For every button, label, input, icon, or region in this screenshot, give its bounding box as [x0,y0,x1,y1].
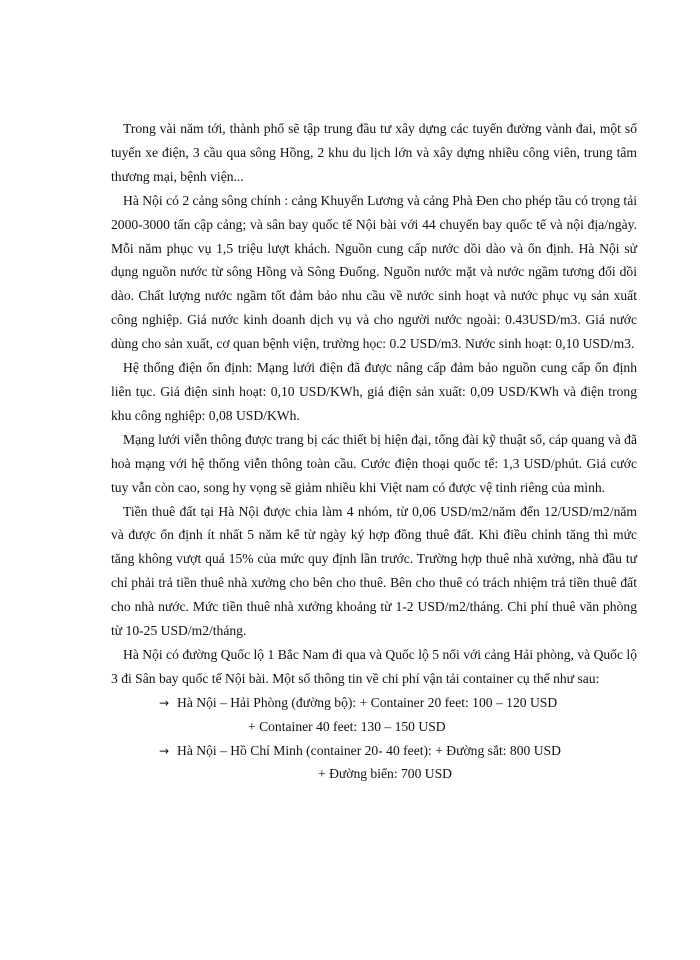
paragraph-transport-roads: Hà Nội có đường Quốc lộ 1 Bắc Nam đi qua và Quốc lộ 5 nối với cảng Hải phòng, và Quốc lộ 3 đi Sân bay quốc tế Nội bài. Một số thông tin về chi phí vận tải container cụ thể như sau: [111,646,637,686]
paragraph-land-rent: Tiền thuê đất tại Hà Nội được chia làm 4 nhóm, từ 0,06 USD/m2/năm đến 12/USD/m2/năm và được ổn định ít nhất 5 năm kể từ ngày ký hợp đồng thuê đất. Khi điều chỉnh tăng thì mức tăng không vượt quá 15% của mức quy định lần trước. Trường hợp thuê nhà xưởng, nhà đầu tư chỉ phải trả tiền thuê nhà xưởng cho bên cho thuê. Bên cho thuê có trách nhiệm trả tiền thuê đất cho nhà nước. Mức tiền thuê nhà xưởng khoảng từ 1-2 USD/m2/tháng. Chi phí thuê văn phòng từ 10-25 USD/m2/tháng. [111,503,637,639]
list-item-haiphong-40ft [111,715,637,739]
paragraph-telecom: Mạng lưới viễn thông được trang bị các thiết bị hiện đại, tổng đài kỹ thuật số, cáp quang và đã hoà mạng với hệ thống viễn thông toàn cầu. Cước điện thoại quốc tế: 1,3 USD/phút. Giá cước tuy vẫn còn cao, song hy vọng sẽ giảm nhiều khi Việt nam có được vệ tinh riêng của mình. [111,431,637,495]
document-page [111,117,637,786]
arrow-right-icon: → [159,695,170,710]
list-item-hcm-sea [111,762,637,786]
paragraph-development-plans: Trong vài năm tới, thành phố sẽ tập trung đầu tư xây dựng các tuyến đường vành đai, một số tuyến xe điện, 3 cầu qua sông Hồng, 2 khu du lịch lớn và xây dựng nhiều công viên, trung tâm thương mại, bệnh viện... [111,121,637,184]
haiphong-cost-text: Hà Nội – Hải Phòng (đường bộ): + Container 20 feet: 100 – 120 USD [177,694,558,710]
arrow-right-icon: → [159,743,170,758]
paragraph-electricity: Hệ thống điện ổn định: Mạng lưới điện đã được nâng cấp đảm bảo nguồn cung cấp ổn định liên tục. Giá điện sinh hoạt: 0,10 USD/KWh, giá điện sản xuất: 0,09 USD/KWh và điện trong khu công nghiệp: 0,08 USD/KWh. [111,360,637,423]
hcm-sea-text: + Đường biển: 700 USD [318,766,452,782]
container-cost-list [111,691,637,787]
hcm-cost-text: Hà Nội – Hồ Chí Minh (container 20- 40 feet): + Đường sắt: 800 USD [177,742,561,758]
list-item-hanoi-hcm [111,739,637,763]
haiphong-40ft-text: + Container 40 feet: 130 – 150 USD [248,718,446,734]
paragraph-ports-and-water: Hà Nội có 2 cảng sông chính : cảng Khuyến Lương và cảng Phà Đen cho phép tầu có trọng tải 2000-3000 tấn cập cảng; và sân bay quốc tế Nội bài với 44 chuyến bay quốc tế và nội địa/ngày. Mỗi năm phục vụ 1,5 triệu lượt khách. Nguồn cung cấp nước dồi dào và ổn định. Hà Nội sử dụng nguồn nước từ sông Hồng và Sông Đuống. Nguồn nước mặt và nước ngầm tương đối dồi dào. Chất lượng nước ngầm tốt đảm bảo nhu cầu về nước sinh hoạt và nước phục vụ sản xuất công nghiệp. Giá nước kinh doanh dịch vụ và cho người nước ngoài: 0.43USD/m3. Giá nước dùng cho sản xuất, cơ quan bệnh viện, trường học: 0.2 USD/m3. Nước sinh hoạt: 0,10 USD/m3. [111,192,637,352]
list-item-hanoi-haiphong [111,691,637,715]
